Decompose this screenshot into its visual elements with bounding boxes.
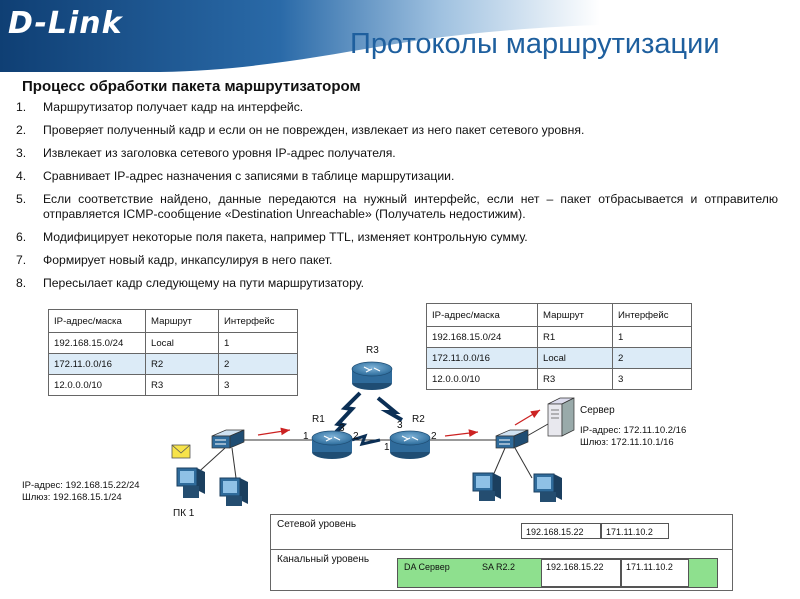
router-r3-label: R3 bbox=[366, 345, 379, 356]
table-cell: 12.0.0.0/10 bbox=[49, 375, 146, 396]
step-number: 2. bbox=[16, 123, 27, 137]
table-cell: 2 bbox=[613, 348, 692, 369]
computer-icon bbox=[473, 473, 501, 501]
table-row bbox=[49, 333, 298, 354]
server-label: Сервер bbox=[580, 405, 615, 416]
table-row bbox=[49, 354, 298, 375]
routing-table-r2 bbox=[426, 303, 692, 390]
table-cell: Local bbox=[146, 333, 219, 354]
server-icon bbox=[548, 398, 574, 436]
computer-icon bbox=[534, 474, 562, 502]
r1-interface-3: 3 bbox=[339, 423, 345, 434]
step-text: Если соответствие найдено, данные передаются на нужный интерфейс, если нет – пакет отбрасывается и отправителю отправляется ICMP-сообщение «Destination Unreachable» (Получатель недостижим). bbox=[43, 192, 778, 221]
table-header-row bbox=[427, 304, 692, 327]
table-row bbox=[427, 327, 692, 348]
wan-link-r2-r3 bbox=[378, 398, 402, 420]
packet-arrow bbox=[445, 432, 478, 436]
dlink-logo: D-Link bbox=[8, 6, 123, 41]
table-cell: 12.0.0.0/10 bbox=[427, 369, 538, 390]
pc-ip: IP-адрес: 192.168.15.22/24 bbox=[22, 480, 140, 491]
pc-gateway: Шлюз: 192.168.15.1/24 bbox=[22, 492, 122, 503]
server-gateway: Шлюз: 172.11.10.1/16 bbox=[580, 437, 674, 448]
step-text: Формирует новый кадр, инкапсулируя в него пакет. bbox=[43, 253, 333, 267]
table-cell: Local bbox=[538, 348, 613, 369]
frame-sa: SA R2.2 bbox=[477, 559, 537, 583]
pc-label: ПК 1 bbox=[173, 508, 195, 519]
step-text: Извлекает из заголовка сетевого уровня IP-адрес получателя. bbox=[43, 146, 396, 160]
step-number: 3. bbox=[16, 146, 27, 160]
router-r2-label: R2 bbox=[412, 414, 425, 425]
column-header: Интерфейс bbox=[613, 304, 692, 327]
column-header: Маршрут bbox=[146, 310, 219, 333]
step-text: Сравнивает IP-адрес назначения с записями в таблице маршрутизации. bbox=[43, 169, 455, 183]
r2-interface-2: 2 bbox=[431, 431, 437, 442]
envelope-icon bbox=[172, 445, 190, 458]
table-cell: R2 bbox=[146, 354, 219, 375]
table-cell: 172.11.0.0/16 bbox=[427, 348, 538, 369]
table-cell: R3 bbox=[146, 375, 219, 396]
table-cell: R3 bbox=[538, 369, 613, 390]
table-cell: 192.168.15.0/24 bbox=[49, 333, 146, 354]
column-header: Маршрут bbox=[538, 304, 613, 327]
table-header-row bbox=[49, 310, 298, 333]
step-text: Пересылает кадр следующему на пути маршрутизатору. bbox=[43, 276, 364, 290]
column-header: IP-адрес/маска bbox=[49, 310, 146, 333]
step-text: Проверяет полученный кадр и если он не поврежден, извлекает из него пакет сетевого уровня. bbox=[43, 123, 585, 137]
network-layer-label: Сетевой уровень bbox=[277, 519, 357, 530]
slide-title: Протоколы маршрутизации bbox=[350, 28, 720, 60]
link-layer-box bbox=[270, 549, 733, 591]
frame-da: DA Сервер bbox=[399, 559, 473, 583]
switch-icon bbox=[496, 430, 528, 448]
switch-icon bbox=[212, 430, 244, 448]
r1-interface-1: 1 bbox=[303, 431, 309, 442]
computer-icon bbox=[177, 468, 205, 498]
column-header: IP-адрес/маска bbox=[427, 304, 538, 327]
frame-dst-ip: 171.11.10.2 bbox=[621, 559, 689, 587]
step-number: 7. bbox=[16, 253, 27, 267]
r1-interface-2: 2 bbox=[353, 431, 359, 442]
r2-interface-3: 3 bbox=[397, 420, 403, 431]
step-number: 6. bbox=[16, 230, 27, 244]
r2-interface-1: 1 bbox=[384, 442, 390, 453]
link-layer-label: Канальный уровень bbox=[277, 554, 370, 565]
table-cell: 1 bbox=[613, 327, 692, 348]
computer-icon bbox=[220, 478, 248, 506]
table-cell: 3 bbox=[219, 375, 298, 396]
router-r1-label: R1 bbox=[312, 414, 325, 425]
section-subtitle: Процесс обработки пакета маршрутизатором bbox=[22, 78, 361, 95]
step-number: 4. bbox=[16, 169, 27, 183]
step-number: 5. bbox=[16, 192, 27, 206]
table-row bbox=[427, 348, 692, 369]
frame-src-ip: 192.168.15.22 bbox=[541, 559, 621, 587]
packet-dst-ip: 171.11.10.2 bbox=[601, 523, 669, 539]
routing-table-r1 bbox=[48, 309, 298, 396]
server-ip: IP-адрес: 172.11.10.2/16 bbox=[580, 425, 687, 436]
column-header: Интерфейс bbox=[219, 310, 298, 333]
table-cell: 3 bbox=[613, 369, 692, 390]
router-r1-icon bbox=[312, 431, 352, 459]
step-text: Модифицирует некоторые поля пакета, например TTL, изменяет контрольную сумму. bbox=[43, 230, 528, 244]
table-cell: 172.11.0.0/16 bbox=[49, 354, 146, 375]
step-number: 1. bbox=[16, 100, 27, 114]
table-cell: 192.168.15.0/24 bbox=[427, 327, 538, 348]
table-cell: R1 bbox=[538, 327, 613, 348]
table-row bbox=[49, 375, 298, 396]
router-r3-icon bbox=[352, 362, 392, 390]
table-cell: 1 bbox=[219, 333, 298, 354]
table-row bbox=[427, 369, 692, 390]
step-number: 8. bbox=[16, 276, 27, 290]
router-r2-icon bbox=[390, 431, 430, 459]
packet-arrow bbox=[258, 430, 290, 435]
packet-arrow bbox=[515, 410, 540, 425]
table-cell: 2 bbox=[219, 354, 298, 375]
step-text: Маршрутизатор получает кадр на интерфейс. bbox=[43, 100, 304, 114]
packet-src-ip: 192.168.15.22 bbox=[521, 523, 601, 539]
network-layer-box bbox=[270, 514, 733, 550]
cables bbox=[192, 420, 555, 478]
